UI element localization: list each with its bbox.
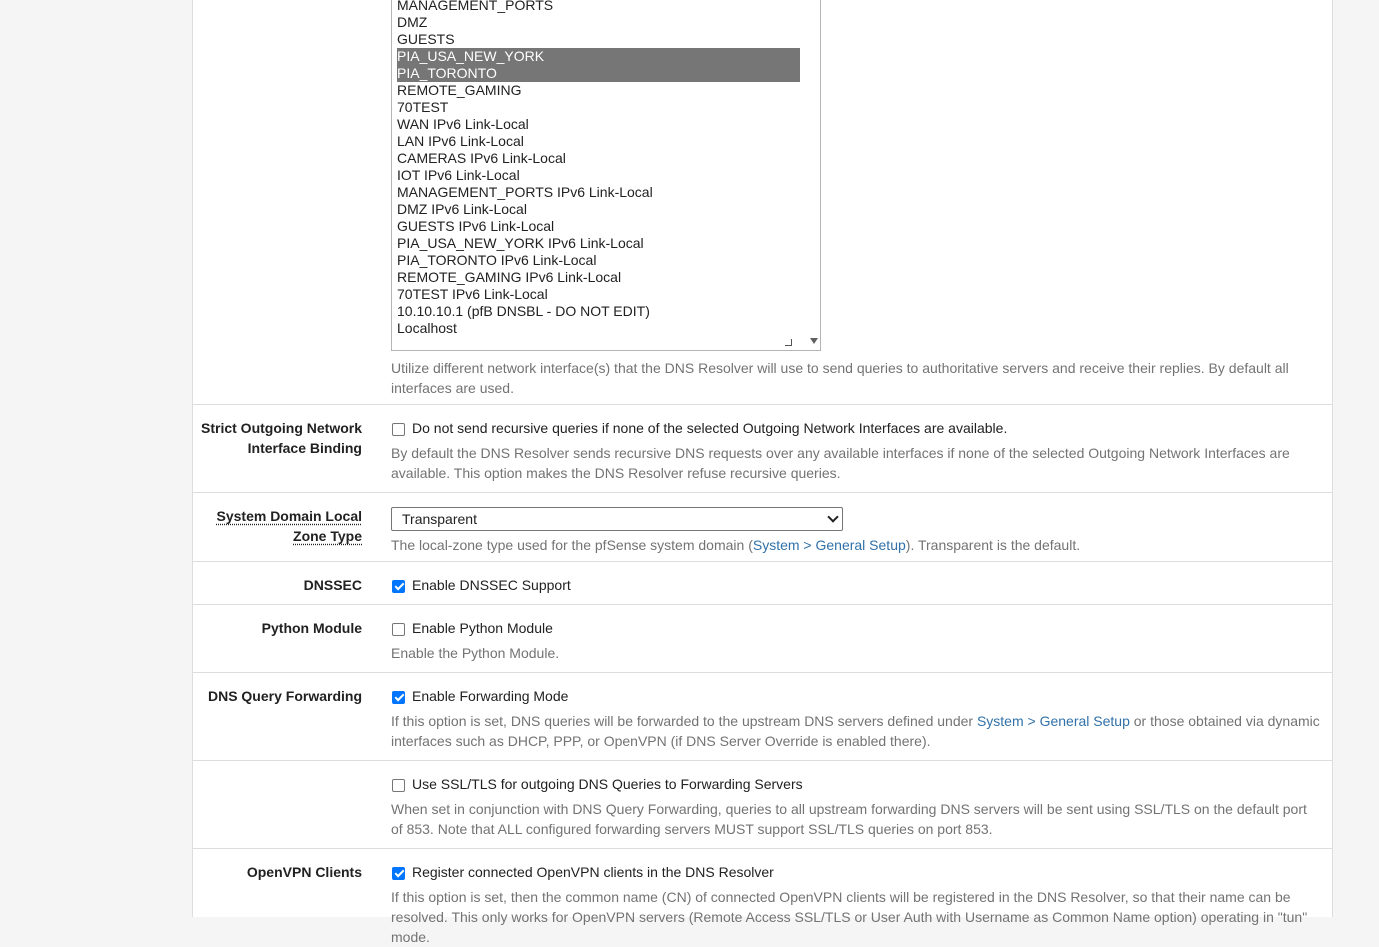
local-zone-label: System Domain Local Zone Type	[216, 508, 362, 544]
interface-option[interactable]: PIA_USA_NEW_YORK IPv6 Link-Local	[397, 235, 644, 251]
dnssec-row	[193, 562, 1332, 605]
python-module-checkbox-line[interactable]	[391, 618, 1321, 638]
ssl-tls-checkbox[interactable]	[392, 779, 405, 792]
interface-option[interactable]: WAN IPv6 Link-Local	[397, 116, 529, 132]
ssl-tls-row	[193, 761, 1332, 849]
dnssec-label: DNSSEC	[303, 577, 362, 593]
strict-binding-label: Strict Outgoing Network Interface Binding	[201, 420, 362, 456]
strict-binding-checkbox[interactable]	[392, 423, 405, 436]
ssl-tls-checkbox-line[interactable]	[391, 774, 1321, 794]
strict-binding-checkbox-line[interactable]	[391, 418, 1321, 438]
openvpn-clients-content	[391, 862, 1321, 947]
interface-option[interactable]: PIA_USA_NEW_YORK	[397, 48, 800, 65]
settings-panel	[192, 0, 1333, 945]
interface-option[interactable]: 70TEST IPv6 Link-Local	[397, 286, 548, 302]
strict-binding-row	[193, 405, 1332, 493]
openvpn-clients-label: OpenVPN Clients	[246, 864, 362, 880]
interface-option[interactable]: GUESTS IPv6 Link-Local	[397, 218, 555, 234]
forwarding-content	[391, 686, 1321, 751]
interface-option[interactable]: REMOTE_GAMING	[397, 82, 522, 98]
python-module-row	[193, 605, 1332, 673]
local-zone-help: The local-zone type used for the pfSense system domain (System > General Setup). Transparent is the default.	[391, 537, 1081, 553]
ssl-tls-content	[391, 774, 1321, 839]
forwarding-checkbox[interactable]	[392, 691, 405, 704]
dnssec-checkbox-label: Enable DNSSEC Support	[412, 577, 571, 593]
interface-option[interactable]: PIA_TORONTO IPv6 Link-Local	[397, 252, 597, 268]
interface-option[interactable]: PIA_TORONTO	[397, 65, 800, 82]
outgoing-interfaces-row	[193, 0, 1332, 405]
openvpn-clients-help: If this option is set, then the common name (CN) of connected OpenVPN clients will be registered in the DNS Resolver, so that their name can be resolved. This only works for OpenVPN servers (Remote Access SSL/TLS or User Auth with Username as Common Name option) operating in "tun" mode.	[391, 889, 1308, 945]
local-zone-row	[193, 493, 1332, 562]
python-module-content	[391, 618, 1321, 663]
outgoing-interfaces-help: Utilize different network interface(s) that the DNS Resolver will use to send queries to authoritative servers and receive their replies. By default all interfaces are used.	[391, 360, 1289, 396]
openvpn-clients-checkbox-label: Register connected OpenVPN clients in the DNS Resolver	[412, 864, 774, 880]
ssl-tls-help: When set in conjunction with DNS Query Forwarding, queries to all upstream forwarding DNS servers will be sent using SSL/TLS on the default port of 853. Note that ALL configured forwarding servers MUST support SSL/TLS queries on port 853.	[391, 801, 1307, 837]
interface-option[interactable]: 70TEST	[397, 99, 449, 115]
forwarding-checkbox-label: Enable Forwarding Mode	[412, 688, 569, 704]
interface-option[interactable]: LAN IPv6 Link-Local	[397, 133, 524, 149]
strict-binding-content	[391, 418, 1321, 483]
forwarding-label: DNS Query Forwarding	[207, 688, 362, 704]
local-zone-select[interactable]: Transparent	[391, 507, 843, 531]
interface-option[interactable]: MANAGEMENT_PORTS	[397, 0, 554, 13]
forwarding-help: If this option is set, DNS queries will be forwarded to the upstream DNS servers defined under System > General Setup or those obtained via dynamic interfaces such as DHCP, PPP, or OpenVPN (if DNS Server Override is enabled there).	[391, 713, 1320, 749]
python-module-checkbox[interactable]	[392, 623, 405, 636]
strict-binding-checkbox-label: Do not send recursive queries if none of the selected Outgoing Network Interfaces are available.	[412, 420, 1008, 436]
dnssec-content	[391, 575, 1321, 595]
forwarding-checkbox-line[interactable]	[391, 686, 1321, 706]
openvpn-clients-row	[193, 849, 1332, 945]
python-module-label: Python Module	[261, 620, 362, 636]
dnssec-checkbox-line[interactable]	[391, 575, 1321, 595]
interface-option[interactable]: DMZ	[397, 14, 428, 30]
interface-option[interactable]: 10.10.10.1 (pfB DNSBL - DO NOT EDIT)	[397, 303, 650, 319]
interface-option[interactable]: REMOTE_GAMING IPv6 Link-Local	[397, 269, 622, 285]
openvpn-clients-checkbox[interactable]	[392, 867, 405, 880]
ssl-tls-checkbox-label: Use SSL/TLS for outgoing DNS Queries to Forwarding Servers	[412, 776, 803, 792]
resize-grip-icon[interactable]	[785, 339, 792, 346]
interface-option[interactable]: IOT IPv6 Link-Local	[397, 167, 520, 183]
interface-option[interactable]: Localhost	[397, 320, 457, 336]
python-module-help: Enable the Python Module.	[391, 645, 560, 661]
chevron-down-icon	[827, 511, 838, 522]
interface-option[interactable]: MANAGEMENT_PORTS IPv6 Link-Local	[397, 184, 653, 200]
python-module-checkbox-label: Enable Python Module	[412, 620, 553, 636]
interface-option[interactable]: CAMERAS IPv6 Link-Local	[397, 150, 566, 166]
strict-binding-help: By default the DNS Resolver sends recursive DNS requests over any available interfaces if none of the selected Outgoing Network Interfaces are available. This option makes the DNS Resolver refuse recursive queries.	[391, 445, 1290, 481]
interface-option[interactable]: DMZ IPv6 Link-Local	[397, 201, 527, 217]
general-setup-link[interactable]: System > General Setup	[752, 537, 906, 553]
dnssec-checkbox[interactable]	[392, 580, 405, 593]
outgoing-interfaces-listbox[interactable]	[391, 0, 821, 351]
openvpn-clients-checkbox-line[interactable]	[391, 862, 1321, 882]
scroll-down-arrow-icon[interactable]	[810, 338, 818, 344]
forwarding-row	[193, 673, 1332, 761]
general-setup-link[interactable]: System > General Setup	[976, 713, 1130, 729]
interface-option[interactable]: GUESTS	[397, 31, 455, 47]
